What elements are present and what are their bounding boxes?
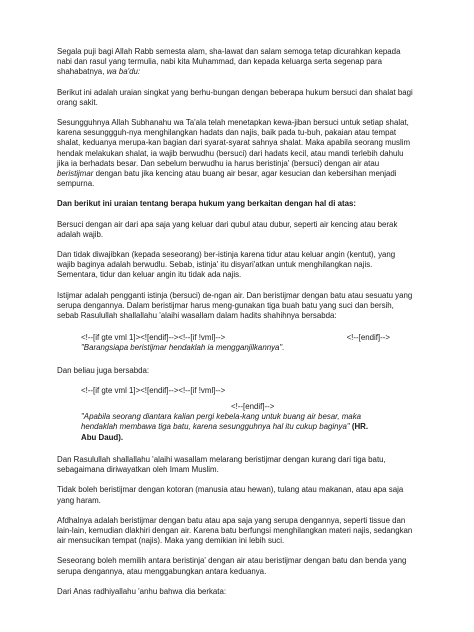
paragraph-rule-1 xyxy=(57,220,434,240)
paragraph-rule-5 xyxy=(57,485,434,505)
text-line: Afdhalnya adalah beristijmar dengan batu atau apa saja yang serupa dengannya, seperti tissue dan xyxy=(57,515,406,525)
text-line: serupa dengannya, atau menggabungkan antara keduanya. xyxy=(57,566,267,576)
text-line xyxy=(57,169,434,179)
text-line: sebagaimana diriwayatkan oleh Imam Muslim. xyxy=(57,465,219,475)
paragraph-rule-2 xyxy=(57,250,434,281)
text-line: adalah wajib. xyxy=(57,229,104,239)
section-heading: Dan berikut ini uraian tentang berapa hukum yang berkaitan dengan hal di atas: xyxy=(57,199,357,209)
text-line: Seseorang boleh memilih antara beristinja' dengan air atau beristijmar dengan batu dan benda yang xyxy=(57,556,407,566)
hadith-source: Abu Daud). xyxy=(81,432,124,442)
text-line: serupa dengannya. Dalam beristijmar harus meng-gunakan tiga buah batu yang suci dan bersih, xyxy=(57,300,394,310)
text-line: sempurna. xyxy=(57,179,95,189)
paragraph-obligation xyxy=(57,118,434,189)
text-line xyxy=(81,422,434,432)
text-line: Bersuci dengan air dari apa saja yang keluar dari qubul atau dubur, seperti air kencing atau berak xyxy=(57,219,398,229)
text-line: air mensucikan tempat (najis). Maka yang demikian ini lebih suci. xyxy=(57,536,285,546)
paragraph-rule-3 xyxy=(57,291,434,322)
text-line: jika ia berhadats besar. Dan sebelum berwudhu ia harus beristinja' (bersuci) dengan air atau xyxy=(57,158,380,168)
paragraph-rule-4 xyxy=(57,455,434,475)
text-line: Sementara, tidur dan keluar angin itu tidak ada najis. xyxy=(57,270,242,280)
text-line: karena sesunggguh-nya menghilangkan hadats dan najis, baik pada tu-buh, pakaian atau tempat xyxy=(57,128,397,138)
quote-text: "Apabila seorang diantara kalian pergi kebela-kang untuk buang air besar, maka xyxy=(81,412,362,422)
hadith-source: (HR. xyxy=(351,422,369,432)
quote-block-1 xyxy=(57,333,434,353)
text-line: Dan Rasulullah shallallahu 'alaihi wasallam melarang beristijmar dengan kurang dari tiga batu, xyxy=(57,454,386,464)
text-line: lain-lain, kemudian dlakhiri dengan air. Karena batu berfungsi menghilangkan materi najis, sedangkan xyxy=(57,525,413,535)
text-line: Tidak boleh beristijmar dengan kotoran (manusia atau hewan), tulang atau makanan, atau apa saja xyxy=(57,485,404,495)
conditional-comment-end: <!--[endif]--> xyxy=(231,402,275,412)
text-line: wajib baginya adalah berwudlu. Sebab, istinja' itu disyari'atkan untuk menghilangkan najis. xyxy=(57,260,373,270)
quote-text: "Barangsiapa beristijmar hendaklah ia mengganjilkannya". xyxy=(81,343,285,353)
text-line: nabi dan rasul yang termulia, nabi kita Muhammad, dan kepada keluarga serta segenap para xyxy=(57,57,383,67)
paragraph-closing: Dari Anas radhiyallahu 'anhu bahwa dia berkata: xyxy=(57,586,227,596)
text-line: Segala puji bagi Allah Rabb semesta alam, sha-lawat dan salam semoga tetap dicurahkan kepada xyxy=(57,47,401,56)
text-line: orang sakit. xyxy=(57,97,98,107)
paragraph-transition: Dan beliau juga bersabda: xyxy=(57,365,150,375)
text-line: Berikut ini adalah uraian singkat yang berhu-bungan dengan beberapa hukum bersuci dan shalat bagi xyxy=(57,87,413,97)
text-fragment: shahabatnya, xyxy=(57,67,107,77)
paragraph-rule-6 xyxy=(57,516,434,547)
code-line xyxy=(81,333,434,343)
italic-phrase: wa ba'du: xyxy=(106,67,141,77)
italic-phrase: beristijmar xyxy=(57,169,94,179)
text-line: hendak melakukan shalat, ia wajib berwudhu (bersuci) dari hadats kecil, atau mandi terlebih dahulu xyxy=(57,148,404,158)
text-line: Sesungguhnya Allah Subhanahu wa Ta'ala telah menetapkan kewa-jiban bersuci untuk setiap shalat, xyxy=(57,118,409,128)
text-line: yang haram. xyxy=(57,495,101,505)
text-line: Istijmar adalah pengganti istinja (bersuci) de-ngan air. Dan beristijmar dengan batu atau sesuatu yang xyxy=(57,290,413,300)
paragraph-intro xyxy=(57,88,434,108)
conditional-comment: <!--[if gte vml 1]><![endif]--><!--[if !vml]--> xyxy=(81,385,226,395)
text-line: Dan tidak diwajibkan (kepada seseorang) ber-istinja karena tidur atau keluar angin (kentut), yang xyxy=(57,250,396,260)
text-line: sebab Rasulullah shallallahu 'alaihi wasallam dalam hadits shahihnya bersabda: xyxy=(57,311,337,321)
text-line: shalat, keduanya merupa-kan bagian dari syarat-syarat sahnya shalat. Maka apabila seorang muslim xyxy=(57,138,411,148)
quote-text: hendaklah membawa tiga batu, karena sesungguhnya hal itu cukup baginya" xyxy=(81,422,352,432)
paragraph-opening xyxy=(57,47,434,78)
text-line xyxy=(57,67,434,77)
paragraph-rule-7 xyxy=(57,556,434,576)
conditional-comment: <!--[if gte vml 1]><![endif]--><!--[if !vml]--> xyxy=(81,333,226,343)
quote-block-2 xyxy=(57,386,434,443)
text-fragment: dengan batu jika kencing atau buang air besar, agar kesucian dan kebersihan menjadi xyxy=(93,169,397,179)
conditional-comment-end: <!--[endif]--> xyxy=(346,333,390,343)
